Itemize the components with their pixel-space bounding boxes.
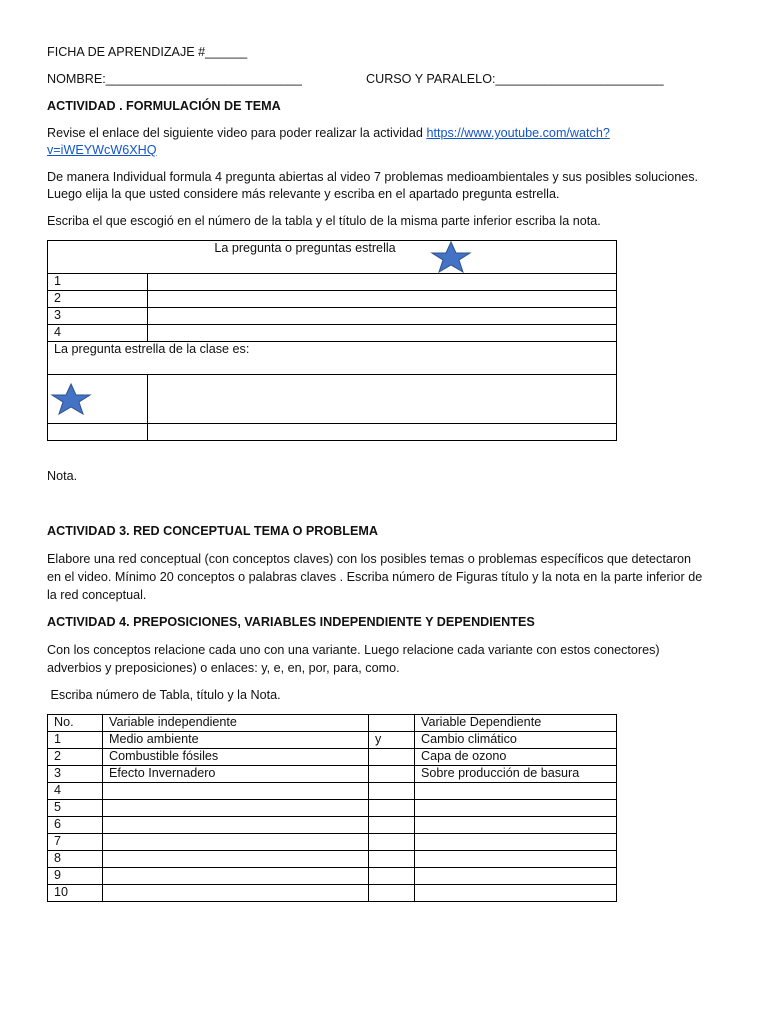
header-variable-dependiente: Variable Dependiente [415, 715, 617, 732]
actividad1-revise-paragraph [47, 125, 719, 159]
connector-cell[interactable] [369, 834, 415, 851]
actividad4-title: ACTIVIDAD 4. PREPOSICIONES, VARIABLES INDEPENDIENTE Y DEPENDIENTES [47, 615, 535, 629]
table-row [48, 851, 617, 868]
nota-label: Nota. [47, 469, 78, 483]
connector-cell[interactable] [369, 851, 415, 868]
independent-cell[interactable] [103, 783, 369, 800]
table-row [48, 800, 617, 817]
header-variable-independiente: Variable independiente [103, 715, 369, 732]
row-number: 2 [48, 749, 103, 766]
independent-cell[interactable] [103, 800, 369, 817]
table-row [48, 885, 617, 902]
nombre-field: NOMBRE:____________________________ [47, 72, 302, 86]
connector-cell[interactable] [369, 800, 415, 817]
independent-cell[interactable] [103, 834, 369, 851]
question-cell[interactable] [148, 325, 617, 342]
empty-cell[interactable] [148, 424, 617, 441]
table-row [48, 766, 617, 783]
independent-cell[interactable]: Efecto Invernadero [103, 766, 369, 783]
connector-cell[interactable] [369, 817, 415, 834]
table-row [48, 834, 617, 851]
ficha-title: FICHA DE APRENDIZAJE #______ [47, 45, 248, 59]
row-number: 1 [48, 732, 103, 749]
table-row [48, 817, 617, 834]
variables-table-header-row [48, 715, 617, 732]
actividad3-line1: Elabore una red conceptual (con conceptos claves) con los posibles temas o problemas específicos que detectaron [47, 552, 692, 566]
actividad1-table-instructions: Escriba el que escogió en el número de la tabla y el título de la misma parte inferior escriba la nota. [47, 214, 601, 228]
row-number: 9 [48, 868, 103, 885]
row-number: 3 [48, 766, 103, 783]
instructions-line2: Luego elija la que usted considere más relevante y escriba en el apartado pregunta estrella. [47, 187, 560, 201]
connector-cell[interactable] [369, 885, 415, 902]
row-number: 4 [48, 325, 148, 342]
curso-field: CURSO Y PARALELO:________________________ [366, 72, 664, 86]
header-fields-row [47, 71, 719, 88]
table-row [48, 291, 617, 308]
empty-cell[interactable] [48, 424, 148, 441]
row-number: 3 [48, 308, 148, 325]
table-row [48, 308, 617, 325]
actividad4-line1: Con los conceptos relacione cada uno con una variante. Luego relacione cada variante con estos conectores) [47, 643, 660, 657]
youtube-link-continued[interactable]: v=iWEYWcW6XHQ [47, 143, 157, 157]
question-cell[interactable] [148, 308, 617, 325]
worksheet-page [47, 44, 719, 902]
table-row [48, 868, 617, 885]
revise-text: Revise el enlace del siguiente video para poder realizar la actividad [47, 126, 427, 140]
row-number: 7 [48, 834, 103, 851]
independent-cell[interactable] [103, 885, 369, 902]
star-cell [48, 375, 148, 424]
actividad1-title: ACTIVIDAD . FORMULACIÓN DE TEMA [47, 99, 281, 113]
star-icon [50, 383, 145, 415]
dependent-cell[interactable] [415, 868, 617, 885]
dependent-cell[interactable] [415, 783, 617, 800]
independent-cell[interactable] [103, 817, 369, 834]
table-row [48, 274, 617, 291]
star-question-label: La pregunta estrella de la clase es: [48, 342, 617, 375]
connector-cell[interactable] [369, 868, 415, 885]
actividad4-line2: adverbios y preposiciones) o enlaces: y, e, en, por, para, como. [47, 661, 400, 675]
dependent-cell[interactable] [415, 800, 617, 817]
table-row [48, 749, 617, 766]
table-row [48, 732, 617, 749]
actividad3-paragraph [47, 550, 719, 604]
star-question-answer-cell[interactable] [148, 375, 617, 424]
table-row [48, 325, 617, 342]
question-cell[interactable] [148, 291, 617, 308]
variables-table [47, 714, 617, 902]
row-number: 1 [48, 274, 148, 291]
star-table-header-row [48, 241, 617, 274]
actividad1-instructions [47, 169, 719, 203]
row-number: 8 [48, 851, 103, 868]
youtube-link[interactable]: https://www.youtube.com/watch? [426, 126, 610, 140]
actividad4-paragraph [47, 641, 719, 677]
row-number: 4 [48, 783, 103, 800]
actividad3-line2: en el video. Mínimo 20 conceptos o palabras claves . Escriba número de Figuras título y la nota en la parte inferior de [47, 570, 703, 584]
connector-cell[interactable] [369, 766, 415, 783]
dependent-cell[interactable] [415, 885, 617, 902]
independent-cell[interactable] [103, 851, 369, 868]
dependent-cell[interactable]: Cambio climático [415, 732, 617, 749]
header-no: No. [48, 715, 103, 732]
dependent-cell[interactable] [415, 834, 617, 851]
table-row [48, 783, 617, 800]
actividad4-table-instructions: Escriba número de Tabla, título y la Nota. [47, 688, 281, 702]
star-table-header [48, 241, 617, 274]
dependent-cell[interactable] [415, 817, 617, 834]
star-icon [430, 241, 472, 273]
actividad3-line3: la red conceptual. [47, 588, 147, 602]
header-connector [369, 715, 415, 732]
dependent-cell[interactable]: Capa de ozono [415, 749, 617, 766]
actividad3-title: ACTIVIDAD 3. RED CONCEPTUAL TEMA O PROBLEMA [47, 524, 378, 538]
row-number: 10 [48, 885, 103, 902]
connector-cell[interactable] [369, 749, 415, 766]
question-cell[interactable] [148, 274, 617, 291]
note-row [48, 424, 617, 441]
independent-cell[interactable] [103, 868, 369, 885]
dependent-cell[interactable] [415, 851, 617, 868]
connector-cell[interactable]: y [369, 732, 415, 749]
row-number: 6 [48, 817, 103, 834]
star-question-answer-row [48, 375, 617, 424]
dependent-cell[interactable]: Sobre producción de basura [415, 766, 617, 783]
row-number: 5 [48, 800, 103, 817]
star-questions-table [47, 240, 617, 441]
row-number: 2 [48, 291, 148, 308]
star-table-header-text: La pregunta o preguntas estrella [214, 241, 396, 255]
independent-cell[interactable]: Combustible fósiles [103, 749, 369, 766]
independent-cell[interactable]: Medio ambiente [103, 732, 369, 749]
star-question-label-row [48, 342, 617, 375]
instructions-line1: De manera Individual formula 4 pregunta abiertas al video 7 problemas medioambientales y sus posibles soluciones. [47, 170, 699, 184]
connector-cell[interactable] [369, 783, 415, 800]
